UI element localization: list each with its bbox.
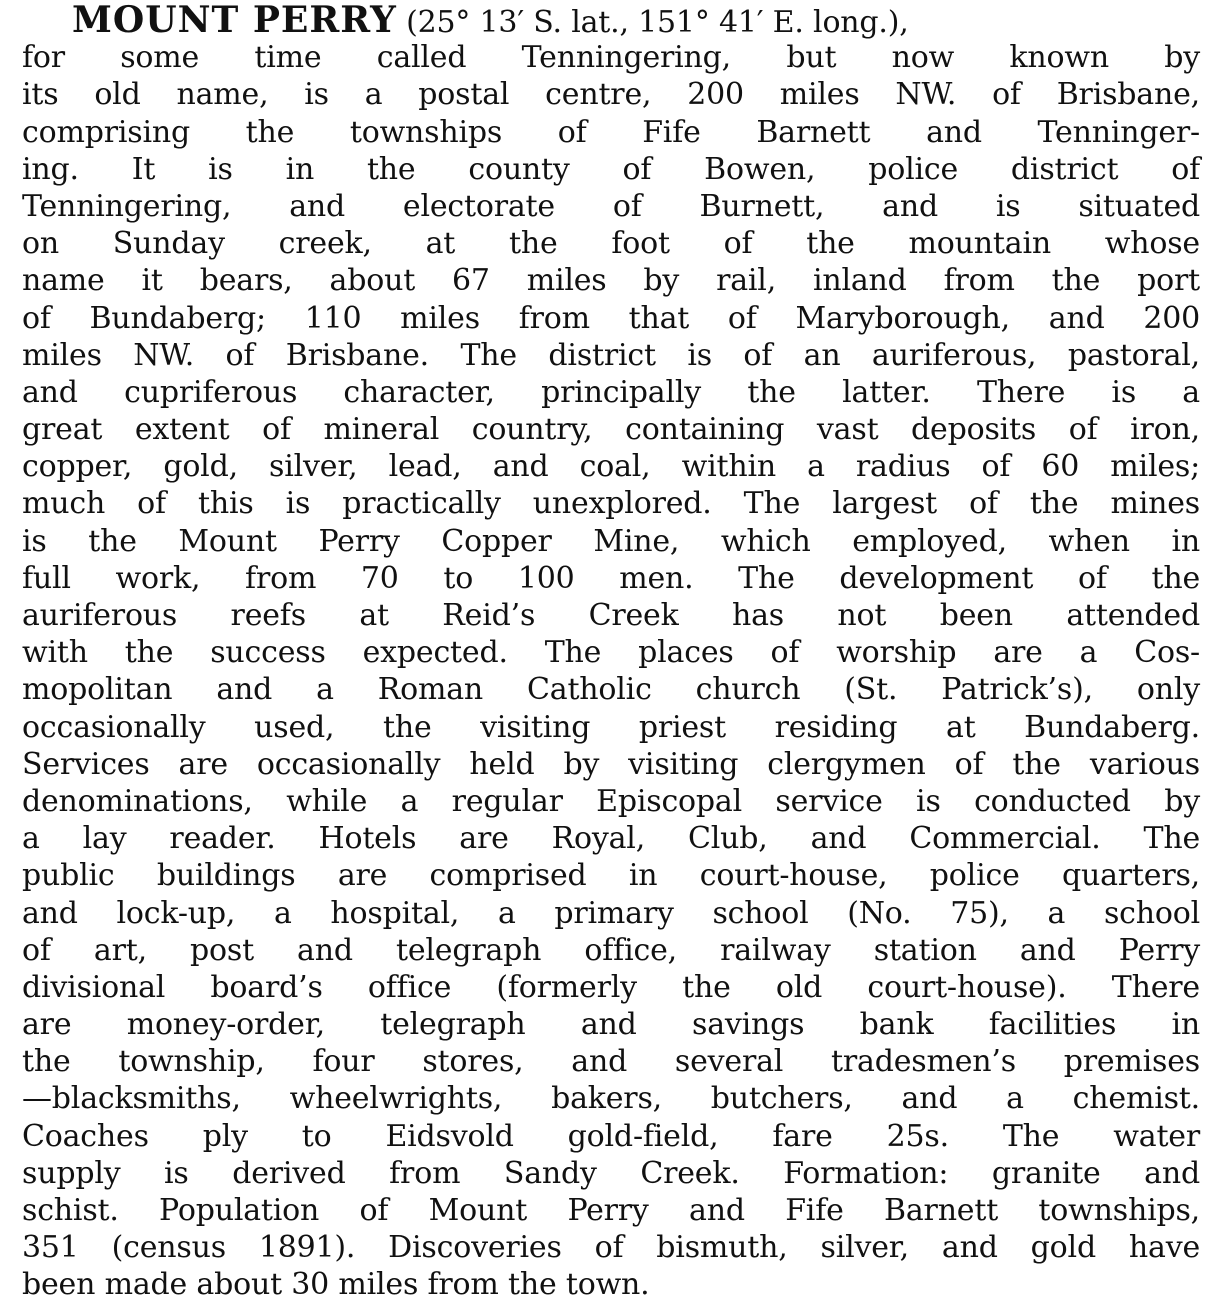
entry-heading-line <box>22 2 1200 39</box>
text-line: comprising the townships of Fife Barnett and Tenninger- <box>22 114 1200 150</box>
text-line: 351 (census 1891). Discoveries of bismuth, silver, and gold have <box>22 1230 1200 1266</box>
text-line: Tenningering, and electorate of Burnett, and is situated <box>22 188 1200 224</box>
text-line: much of this is practically unexplored. The largest of the mines <box>22 486 1200 522</box>
text-line: for some time called Tenningering, but now known by <box>22 40 1200 76</box>
entry-body <box>22 39 1200 1303</box>
headword: MOUNT PERRY <box>72 0 397 41</box>
text-line: and cupriferous character, principally the latter. There is a <box>22 374 1200 410</box>
coordinates: (25° 13′ S. lat., 151° 41′ E. long.), <box>406 5 909 40</box>
text-line: Services are occasionally held by visiting clergymen of the various <box>22 746 1200 782</box>
text-line: mopolitan and a Roman Catholic church (St. Patrick’s), only <box>22 672 1200 708</box>
text-line: public buildings are comprised in court-house, police quarters, <box>22 858 1200 894</box>
text-line: of art, post and telegraph office, railway station and Perry <box>22 932 1200 968</box>
text-line: divisional board’s office (formerly the old court-house). There <box>22 969 1200 1005</box>
text-line: full work, from 70 to 100 men. The development of the <box>22 560 1200 596</box>
text-line: a lay reader. Hotels are Royal, Club, and Commercial. The <box>22 821 1200 857</box>
text-line: supply is derived from Sandy Creek. Formation: granite and <box>22 1155 1200 1191</box>
text-line: occasionally used, the visiting priest residing at Bundaberg. <box>22 709 1200 745</box>
text-line: are money-order, telegraph and savings bank facilities in <box>22 1007 1200 1043</box>
text-line: of Bundaberg; 110 miles from that of Maryborough, and 200 <box>22 300 1200 336</box>
text-line: —blacksmiths, wheelwrights, bakers, butchers, and a chemist. <box>22 1081 1200 1117</box>
text-line: and lock-up, a hospital, a primary school (No. 75), a school <box>22 895 1200 931</box>
text-line: copper, gold, silver, lead, and coal, within a radius of 60 miles; <box>22 449 1200 485</box>
text-line: schist. Population of Mount Perry and Fife Barnett townships, <box>22 1193 1200 1228</box>
text-line: is the Mount Perry Copper Mine, which employed, when in <box>22 523 1200 559</box>
text-line: auriferous reefs at Reid’s Creek has not been attended <box>22 598 1200 633</box>
text-line: denominations, while a regular Episcopal service is conducted by <box>22 783 1200 819</box>
text-line: on Sunday creek, at the foot of the mountain whose <box>22 226 1200 262</box>
text-line: name it bears, about 67 miles by rail, inland from the port <box>22 263 1200 299</box>
text-line: ing. It is in the county of Bowen, police district of <box>22 151 1200 187</box>
gazetteer-entry <box>22 2 1200 1304</box>
text-line: great extent of mineral country, containing vast deposits of iron, <box>22 412 1200 448</box>
text-line: with the success expected. The places of worship are a Cos- <box>22 635 1200 671</box>
text-line: Coaches ply to Eidsvold gold-field, fare 25s. The water <box>22 1118 1200 1154</box>
text-line: miles NW. of Brisbane. The district is of an auriferous, pastoral, <box>22 337 1200 373</box>
text-line: its old name, is a postal centre, 200 miles NW. of Brisbane, <box>22 77 1200 113</box>
text-line: the township, four stores, and several tradesmen’s premises <box>22 1044 1200 1080</box>
text-line: been made about 30 miles from the town. <box>22 1267 650 1303</box>
